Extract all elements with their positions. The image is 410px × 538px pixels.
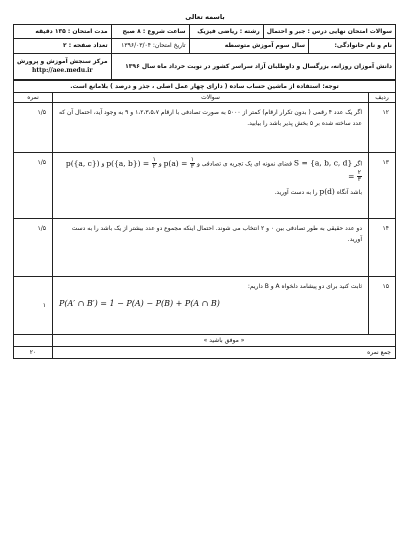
field-label: رشته : ریاضی فیزیک: [189, 25, 263, 39]
denominator: ۳: [357, 176, 361, 183]
center-name: مرکز سنجش آموزش و پرورش: [17, 58, 108, 66]
question-text: اگر یک عدد ۴ رقمی ( بدون تکرار ارقام) کمتر از ۵۰۰۰ به صورت تصادفی با ارقام ۱،۲،۳،۵،۷ و ۹ به وجود آید، احتمال آن که عدد ساخته شده بر ۵ بخش پذیر باشد را بیابید.: [53, 103, 369, 153]
question-score: ۱: [14, 277, 53, 335]
numerator: ۱: [190, 156, 195, 163]
prob-ab: [106, 156, 157, 170]
exam-title: سوالات امتحان نهایی درس : جبر و احتمال: [263, 25, 395, 39]
numerator: ۱: [152, 156, 156, 163]
duration: مدت امتحان : ۱۳۵ دقیقه: [14, 25, 112, 39]
fraction: [152, 157, 157, 170]
center-info: [14, 53, 112, 80]
text-part: باشد آنگاه: [336, 189, 362, 196]
question-statement: ثابت کنید برای دو پیشامد دلخواه A و B داریم:: [247, 283, 362, 290]
question-row: [14, 219, 396, 277]
total-label: جمع نمره: [367, 349, 391, 356]
col-row-header: ردیف: [369, 93, 396, 103]
page-title: باسمه تعالی: [185, 13, 225, 21]
text-part: اگر: [354, 160, 362, 168]
fraction: [357, 170, 362, 183]
question-number: ۱۴: [369, 219, 396, 277]
formula: P(A′ ∩ B′) = 1 − P(A) − P(B) + P(A ∩ B): [59, 299, 220, 308]
prob-a: [163, 156, 195, 170]
total-score: ۲۰: [14, 347, 53, 359]
and-word: و: [101, 160, 105, 168]
question-line-2: [59, 186, 362, 198]
expr: p({a, b}) =: [106, 158, 150, 168]
question-number: ۱۲: [369, 103, 396, 153]
exam-header: [13, 24, 396, 80]
calculator-note: توجه: استفاده از ماشین حساب ساده ( دارای چهار عمل اصلی ، جذر و درصد ) بلامانع است.: [14, 81, 396, 93]
question-score: ۱/۵: [14, 219, 53, 277]
question-text: [53, 153, 369, 219]
sample-space: S = {a, b, c, d}: [293, 158, 353, 168]
question-line-1: [59, 157, 362, 183]
numerator: ۲: [357, 169, 361, 176]
question-number: ۱۵: [369, 277, 396, 335]
question-score: ۱/۵: [14, 153, 53, 219]
question-text: دو عدد حقیقی به طور تصادفی بین ۰ و ۲ انتخاب می شوند. احتمال اینکه مجموع دو عدد بیشتر از یک باشد را به دست آورید.: [53, 219, 369, 277]
questions-table: [13, 80, 396, 359]
col-questions-header: سوالات: [53, 93, 369, 103]
question-row: [14, 153, 396, 219]
exam-date: تاریخ امتحان: ۱۳۹۶/۰۳/۰۴: [111, 39, 189, 53]
col-score-header: نمره: [14, 93, 53, 103]
expr: p({a, c}) =: [65, 158, 355, 181]
denominator: ۲: [152, 163, 156, 170]
students-line: دانش آموزان روزانه، بزرگسال و داوطلبان آزاد سراسر کشور در نوبت خرداد ماه سال ۱۳۹۶: [111, 53, 395, 80]
wish-text: « موفق باشید »: [203, 337, 245, 344]
good-luck-note: [53, 335, 396, 347]
question-text: [53, 277, 369, 335]
question-row: [14, 103, 396, 153]
and-word: و: [158, 160, 162, 168]
center-website: http://aee.medu.ir: [32, 67, 93, 75]
denominator: ۳: [190, 163, 195, 170]
page-count: تعداد صفحه : ۲: [14, 39, 112, 53]
grade: سال سوم آموزش متوسطه: [189, 39, 308, 53]
footer-blank: [14, 335, 53, 347]
question-number: ۱۳: [369, 153, 396, 219]
prob-d: p(d): [319, 187, 335, 196]
start-time: ساعت شروع : ۸ صبح: [111, 25, 189, 39]
question-row: [14, 277, 396, 335]
fraction: [190, 157, 195, 170]
student-name-label: نام و نام خانوادگی:: [309, 39, 396, 53]
text-part: فضای نمونه ای یک تجربه ی تصادفی و: [196, 160, 292, 168]
question-score: ۱/۵: [14, 103, 53, 153]
text-part: را به دست آورید.: [274, 189, 318, 196]
expr: p(a) =: [163, 158, 188, 168]
total-label-cell: [53, 347, 396, 359]
